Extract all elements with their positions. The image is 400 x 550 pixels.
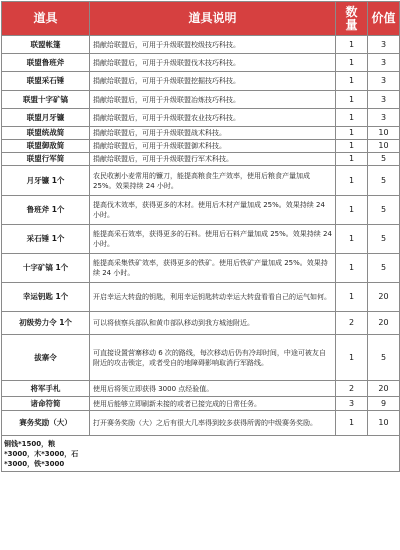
table-row: [2, 153, 400, 166]
row-item-qty: 3: [336, 397, 368, 411]
table-row: [2, 312, 400, 335]
row-item-name: 采石锤 1个: [2, 225, 90, 254]
row-item-desc: 捐献给联盟后，可用于升级联盟校级技巧科技。: [90, 36, 336, 54]
footer-line: 铜钱*1500，粮: [4, 439, 56, 448]
row-item-value: 5: [368, 335, 400, 381]
row-item-value: 20: [368, 283, 400, 312]
row-item-qty: 1: [336, 335, 368, 381]
row-item-desc: 提高伐木效率，获得更多的木材。使用后木材产量加成 25%。效果持续 24 小时。: [90, 196, 336, 225]
table-row: [2, 54, 400, 72]
row-item-name: 赛务奖励（大）: [2, 411, 90, 436]
row-item-qty: 1: [336, 411, 368, 436]
row-item-desc: 能提高采集铁矿效率，获得更多的铁矿。使用后铁矿产量加成 25%。效果持续 24 小时。: [90, 254, 336, 283]
table-row: [2, 140, 400, 153]
row-item-name: 拔寨令: [2, 335, 90, 381]
row-item-name: 联盟御敌简: [2, 140, 90, 153]
row-item-qty: 1: [336, 140, 368, 153]
row-item-name: 幸运钥匙 1个: [2, 283, 90, 312]
table-row: [2, 411, 400, 436]
footer-line: *3000，铁*3000: [4, 459, 65, 468]
row-item-value: 10: [368, 140, 400, 153]
row-item-desc: 捐献给联盟后，可用于升级联盟伐木技巧科技。: [90, 54, 336, 72]
row-item-desc: 捐献给联盟后，可用于升级联盟战术科技。: [90, 127, 336, 140]
row-item-name: 联盟行军简: [2, 153, 90, 166]
row-item-name: 将军手札: [2, 381, 90, 397]
footer-row: [2, 436, 400, 472]
row-item-name: 诸命符简: [2, 397, 90, 411]
row-item-qty: 1: [336, 254, 368, 283]
row-item-name: 联盟鲁班斧: [2, 54, 90, 72]
row-item-name: 月牙镰 1个: [2, 166, 90, 196]
footer-reward: [2, 436, 400, 472]
table-header-row: [2, 2, 400, 36]
table-row: [2, 283, 400, 312]
table-row: [2, 225, 400, 254]
row-item-value: 5: [368, 153, 400, 166]
row-item-qty: 1: [336, 283, 368, 312]
row-item-name: 鲁班斧 1个: [2, 196, 90, 225]
row-item-value: 5: [368, 196, 400, 225]
header-item: 道具: [2, 2, 90, 36]
table-row: [2, 196, 400, 225]
row-item-qty: 1: [336, 196, 368, 225]
row-item-value: 10: [368, 127, 400, 140]
row-item-qty: 1: [336, 109, 368, 127]
row-item-value: 3: [368, 109, 400, 127]
row-item-desc: 使用后将领立即获得 3000 点经验值。: [90, 381, 336, 397]
header-qty-line2: 量: [345, 17, 358, 32]
row-item-qty: 1: [336, 91, 368, 109]
row-item-desc: 捐献给联盟后，可用于升级联盟农业技巧科技。: [90, 109, 336, 127]
table-row: [2, 381, 400, 397]
row-item-value: 9: [368, 397, 400, 411]
row-item-value: 3: [368, 72, 400, 91]
row-item-desc: 农民收割小麦常用的镰刀，能提高粮食生产效率，使用后粮食产量加成 25%。效果持续 24 小时。: [90, 166, 336, 196]
header-qty-line1: 数: [345, 4, 358, 19]
row-item-qty: 1: [336, 127, 368, 140]
row-item-value: 20: [368, 312, 400, 335]
row-item-name: 联盟帐篷: [2, 36, 90, 54]
row-item-qty: 1: [336, 54, 368, 72]
table-row: [2, 397, 400, 411]
table-row: [2, 36, 400, 54]
row-item-value: 3: [368, 91, 400, 109]
item-table: [1, 1, 400, 472]
header-qty: [336, 2, 368, 36]
row-item-value: 5: [368, 254, 400, 283]
row-item-value: 5: [368, 166, 400, 196]
table-row: [2, 254, 400, 283]
header-value: 价值: [368, 2, 400, 36]
row-item-name: 十字矿镐 1个: [2, 254, 90, 283]
row-item-name: 初级势力令 1个: [2, 312, 90, 335]
row-item-name: 联盟月牙镰: [2, 109, 90, 127]
footer-line: *3000，木*3000，石: [4, 449, 79, 458]
row-item-value: 10: [368, 411, 400, 436]
row-item-desc: 可以将侦察兵部队和黄巾部队移动到我方城池附近。: [90, 312, 336, 335]
row-item-desc: 可直接设置营寨移动 6 次的路线，每次移动后仍有冷却时间，中途可被友自附近的攻击锁定，或者受自的地障碍影响取消行军路线。: [90, 335, 336, 381]
table-row: [2, 109, 400, 127]
row-item-qty: 1: [336, 153, 368, 166]
row-item-qty: 2: [336, 312, 368, 335]
row-item-qty: 1: [336, 36, 368, 54]
row-item-desc: 捐献给联盟后，可用于升级联盟冶炼技巧科技。: [90, 91, 336, 109]
row-item-name: 联盟采石锤: [2, 72, 90, 91]
row-item-qty: 1: [336, 225, 368, 254]
row-item-desc: 开启幸运大转盘的钥匙，利用幸运钥匙转动幸运大转盘看看自己的运气如何。: [90, 283, 336, 312]
table-row: [2, 127, 400, 140]
row-item-qty: 2: [336, 381, 368, 397]
table-row: [2, 335, 400, 381]
header-desc: 道具说明: [90, 2, 336, 36]
row-item-desc: 使用后能够立即刷新未接的或者已接完成的日常任务。: [90, 397, 336, 411]
row-item-desc: 打开赛务奖励（大）之后有很大几率得到较多获得所需的中级赛务奖励。: [90, 411, 336, 436]
row-item-desc: 捐献给联盟后，可用于升级联盟挖掘技巧科技。: [90, 72, 336, 91]
row-item-value: 20: [368, 381, 400, 397]
row-item-name: 联盟十字矿镐: [2, 91, 90, 109]
row-item-value: 3: [368, 36, 400, 54]
row-item-desc: 捐献给联盟后，可用于升级联盟御术科技。: [90, 140, 336, 153]
row-item-name: 联盟统战简: [2, 127, 90, 140]
row-item-value: 5: [368, 225, 400, 254]
row-item-qty: 1: [336, 166, 368, 196]
row-item-value: 3: [368, 54, 400, 72]
row-item-desc: 捐献给联盟后，可用于升级联盟行军术科技。: [90, 153, 336, 166]
row-item-desc: 能提高采石效率，获得更多的石料。使用后石料产量加成 25%。效果持续 24 小时。: [90, 225, 336, 254]
table-row: [2, 91, 400, 109]
row-item-qty: 1: [336, 72, 368, 91]
table-row: [2, 72, 400, 91]
table-row: [2, 166, 400, 196]
